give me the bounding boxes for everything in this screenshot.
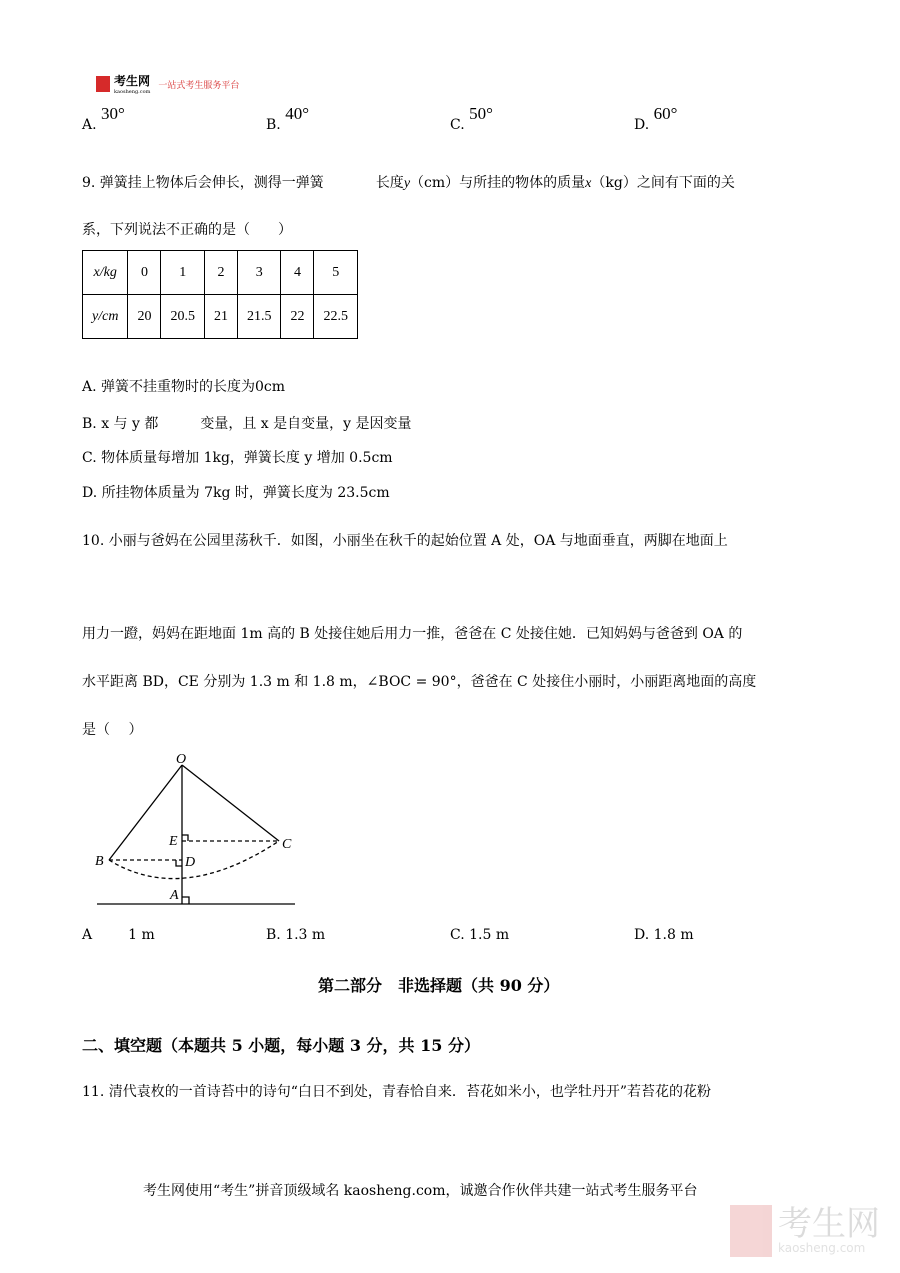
q9-option-b: B. x 与 y 都 变量，且 x 是自变量，y 是因变量: [82, 416, 412, 432]
label-e: E: [169, 834, 178, 849]
section2-title: 二、填空题（本题共 5 小题，每小题 3 分，共 15 分）: [82, 1036, 480, 1055]
q10-option-b: B. 1.3 m: [266, 927, 326, 943]
label-a: A: [170, 888, 179, 903]
label-o: O: [176, 752, 187, 767]
q10-stem-line3: 水平距离 BD，CE 分别为 1.3 m 和 1.8 m，∠BOC = 90°，爸爸在 C 处接住小丽时，小丽距离地面的高度: [82, 674, 757, 690]
q9-stem-line1: 9. 弹簧挂上物体后会伸长，测得一弹簧 长度y（cm）与所挂的物体的质量x（kg）之间有下面的关: [82, 175, 735, 191]
q10-option-a: A 1 m: [82, 927, 155, 943]
q10-stem-line2: 用力一蹬，妈妈在距地面 1m 高的 B 处接住她后用力一推，爸爸在 C 处接住她．已知妈妈与爸爸到 OA 的: [82, 626, 743, 642]
q10-option-c: C. 1.5 m: [450, 927, 510, 943]
line-oc: [182, 765, 279, 841]
q9-stem-line2: 系，下列说法不正确的是（ ）: [82, 222, 292, 238]
q9-option-d: D. 所挂物体质量为 7kg 时，弹簧长度为 23.5cm: [82, 485, 390, 501]
table-row: y/cm 20 20.5 21 21.5 22 22.5: [83, 295, 358, 339]
q10-stem-line4: 是（ ）: [82, 722, 143, 738]
q9-option-c: C. 物体质量每增加 1kg，弹簧长度 y 增加 0.5cm: [82, 450, 393, 466]
label-b: B: [95, 854, 104, 869]
table-row: x/kg 0 1 2 3 4 5: [83, 251, 358, 295]
part2-title: 第二部分 非选择题（共 90 分）: [318, 976, 560, 995]
q10-stem-line1: 10. 小丽与爸妈在公园里荡秋千．如图，小丽坐在秋千的起始位置 A 处，OA 与地面垂直，两脚在地面上: [82, 533, 728, 549]
q10-option-d: D. 1.8 m: [634, 927, 694, 943]
label-d: D: [185, 855, 196, 870]
watermark-logo: 考生网 kaosheng.com: [730, 1205, 880, 1257]
q8-option-b: B. 40°: [266, 104, 310, 133]
logo-name: 考生网: [114, 74, 151, 88]
q11-stem: 11. 清代袁枚的一首诗苔中的诗句“白日不到处，青春恰自来．苔花如米小，也学牡丹开”若苔花的花粉: [82, 1084, 712, 1100]
label-c: C: [282, 837, 292, 852]
q8-option-c: C. 50°: [450, 104, 493, 133]
logo-domain: kaosheng.com: [114, 89, 151, 95]
right-angle-d: [176, 860, 182, 866]
q8-option-d: D. 60°: [634, 104, 678, 133]
right-angle-a: [182, 897, 189, 904]
footer-text: 考生网使用“考生”拼音顶级域名 kaosheng.com，诚邀合作伙伴共建一站式考生服务平台: [143, 1183, 698, 1199]
q8-option-a: A. 30°: [82, 104, 125, 133]
q9-option-a: A. 弹簧不挂重物时的长度为0cm: [82, 379, 286, 395]
slogan: 一站式考生服务平台: [158, 80, 240, 91]
watermark-icon: [730, 1205, 772, 1257]
right-angle-e: [182, 835, 188, 841]
